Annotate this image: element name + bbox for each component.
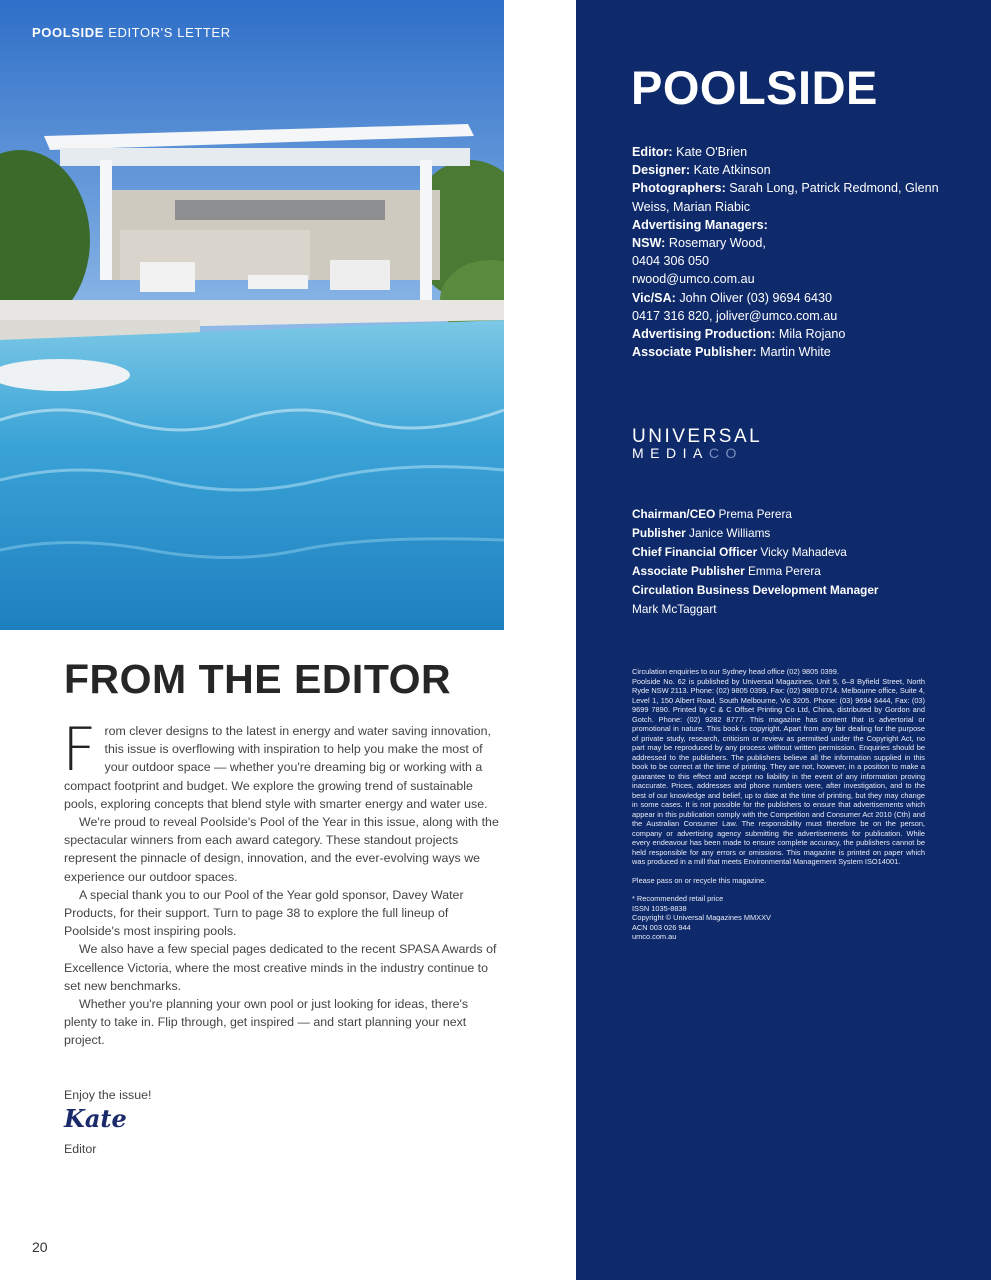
- credit-line: 0417 316 820, joliver@umco.com.au: [632, 308, 838, 323]
- page-title: FROM THE EDITOR: [64, 656, 452, 702]
- exec-line: Chief Financial Officer Vicky Mahadeva: [632, 545, 847, 559]
- credit-line: Vic/SA: John Oliver (03) 9694 6430: [632, 290, 832, 305]
- paragraph-3: A special thank you to our Pool of the Year gold sponsor, Davey Water Products, for their support. Turn to page 38 to explore the full lineup of Poolside's most inspiring pools.: [64, 887, 464, 939]
- paragraph-2: We're proud to reveal Poolside's Pool of the Year in this issue, along with the spectacular winners from each award category. These standout projects represent the pinnacle of design, innovation, and the ever-evolving ways we experience our outdoor spaces.: [64, 815, 499, 884]
- masthead-panel: [576, 0, 991, 1280]
- publisher-logo: [632, 427, 762, 460]
- logo-top: UNIVERSAL: [632, 426, 763, 447]
- logo-bottom: MEDIACO: [632, 445, 743, 461]
- credit-line: Photographers: Sarah Long, Patrick Redmond, Glenn Weiss, Marian Riabic: [632, 181, 939, 214]
- editor-letter: [62, 715, 504, 1050]
- legal-intro: Circulation enquiries to our Sydney head office (02) 9805 0399.: [632, 667, 839, 676]
- legal-body: Poolside No. 62 is published by Universal Magazines, Unit 5, 6–8 Byfield Street, North Ryde NSW 2113. Phone: (02) 9805 0399, Fax: (02) 9805 0714. Melbourne office, Suite 4, Level 1, 150 Albert Road, South Melbourne, Vic 3205. Phone: (03) 9694 6444, Fax: (03) 9699 7890. Printed by C & C Offset Printing Co Ltd, China, distributed by Gordon and Gotch. Phone: (02) 9282 8777. This magazine has content that is advertorial or promotional in nature. This book is copyright. Apart from any fair dealing for the purpose of private study, research, criticism or review as permitted under the Copyright Act, no part may be reproduced by any process without written permission. Enquiries should be addressed to the publishers. The publishers believe all the information supplied in this book to be correct at the time of printing. They are not, however, in a position to make a guarantee to this effect and accept no liability in the event of any information proving inaccurate. Prices, addresses and phone numbers were, after investigation, and to the best of our knowledge and belief, up to date at the time of printing, but they may change in some cases. It is not possible for the publishers to ensure that advertisements which appear in this publication comply with the Competition and Consumer Act 2010 (Cth) and the Australian Consumer Law. The responsibility must therefore be on the person, company or advertising agency submitting the advertisements for publication. While every endeavour has been made to ensure complete accuracy, the publishers cannot be held responsible for any errors or omissions. This magazine is printed on paper which was produced in a mill that meets Environmental Management System ISO14001.: [632, 676, 925, 866]
- exec-line: Mark McTaggart: [632, 602, 717, 616]
- legal-notice: [632, 667, 925, 942]
- exec-line: Publisher Janice Williams: [632, 526, 771, 540]
- executives: [632, 505, 972, 619]
- exec-line: Associate Publisher Emma Perera: [632, 564, 821, 578]
- hero-photo: [0, 0, 504, 630]
- credit-line: NSW: Rosemary Wood,: [632, 236, 766, 251]
- section-label-bold: POOLSIDE: [32, 25, 104, 40]
- editor-role: Editor: [64, 1142, 97, 1156]
- credit-line: Advertising Managers:: [632, 217, 768, 232]
- magazine-title: POOLSIDE: [631, 61, 878, 114]
- credit-line: Editor: Kate O'Brien: [632, 145, 748, 159]
- paragraph-1: [62, 715, 504, 813]
- recycle-note: Please pass on or recycle this magazine.: [632, 875, 767, 885]
- section-label: [32, 25, 231, 40]
- section-label-rest: EDITOR'S LETTER: [108, 25, 231, 40]
- exec-line: Circulation Business Development Manager: [632, 583, 879, 597]
- paragraph-5: Whether you're planning your own pool or just looking for ideas, there's plenty to take in. Flip through, get inspired — and start planning your next project.: [64, 997, 469, 1048]
- paragraph-4: We also have a few special pages dedicated to the recent SPASA Awards of Excellence Victoria, where the most creative minds in the industry continue to set new benchmarks.: [64, 942, 497, 993]
- exec-line: Chairman/CEO Prema Perera: [632, 507, 792, 521]
- dropcap: F: [62, 715, 97, 785]
- page-number: 20: [32, 1239, 48, 1255]
- credits: [632, 143, 952, 361]
- credit-line: rwood@umco.com.au: [632, 272, 755, 287]
- paragraph-1-text: rom clever designs to the latest in energy and water saving innovation, this issue is overflowing with inspiration to help you make the most of your outdoor space — whether you're dreaming big or working with a compact footprint and budget. We explore the growing trend of sustainable pools, exploring concepts that blend style with smarter energy and water use.: [64, 724, 491, 811]
- signoff: Enjoy the issue!: [64, 1088, 152, 1102]
- credit-line: Associate Publisher: Martin White: [632, 345, 831, 360]
- signature: Kate: [64, 1104, 127, 1133]
- legal-footer: * Recommended retail price ISSN 1035-8838 Copyright © Universal Magazines MMXXV ACN 003 026 944 umco.com.au: [632, 894, 771, 941]
- credit-line: Designer: Kate Atkinson: [632, 163, 771, 178]
- credit-line: Advertising Production: Mila Rojano: [632, 327, 846, 342]
- credit-line: 0404 306 050: [632, 254, 710, 269]
- pool-illustration: [0, 0, 504, 630]
